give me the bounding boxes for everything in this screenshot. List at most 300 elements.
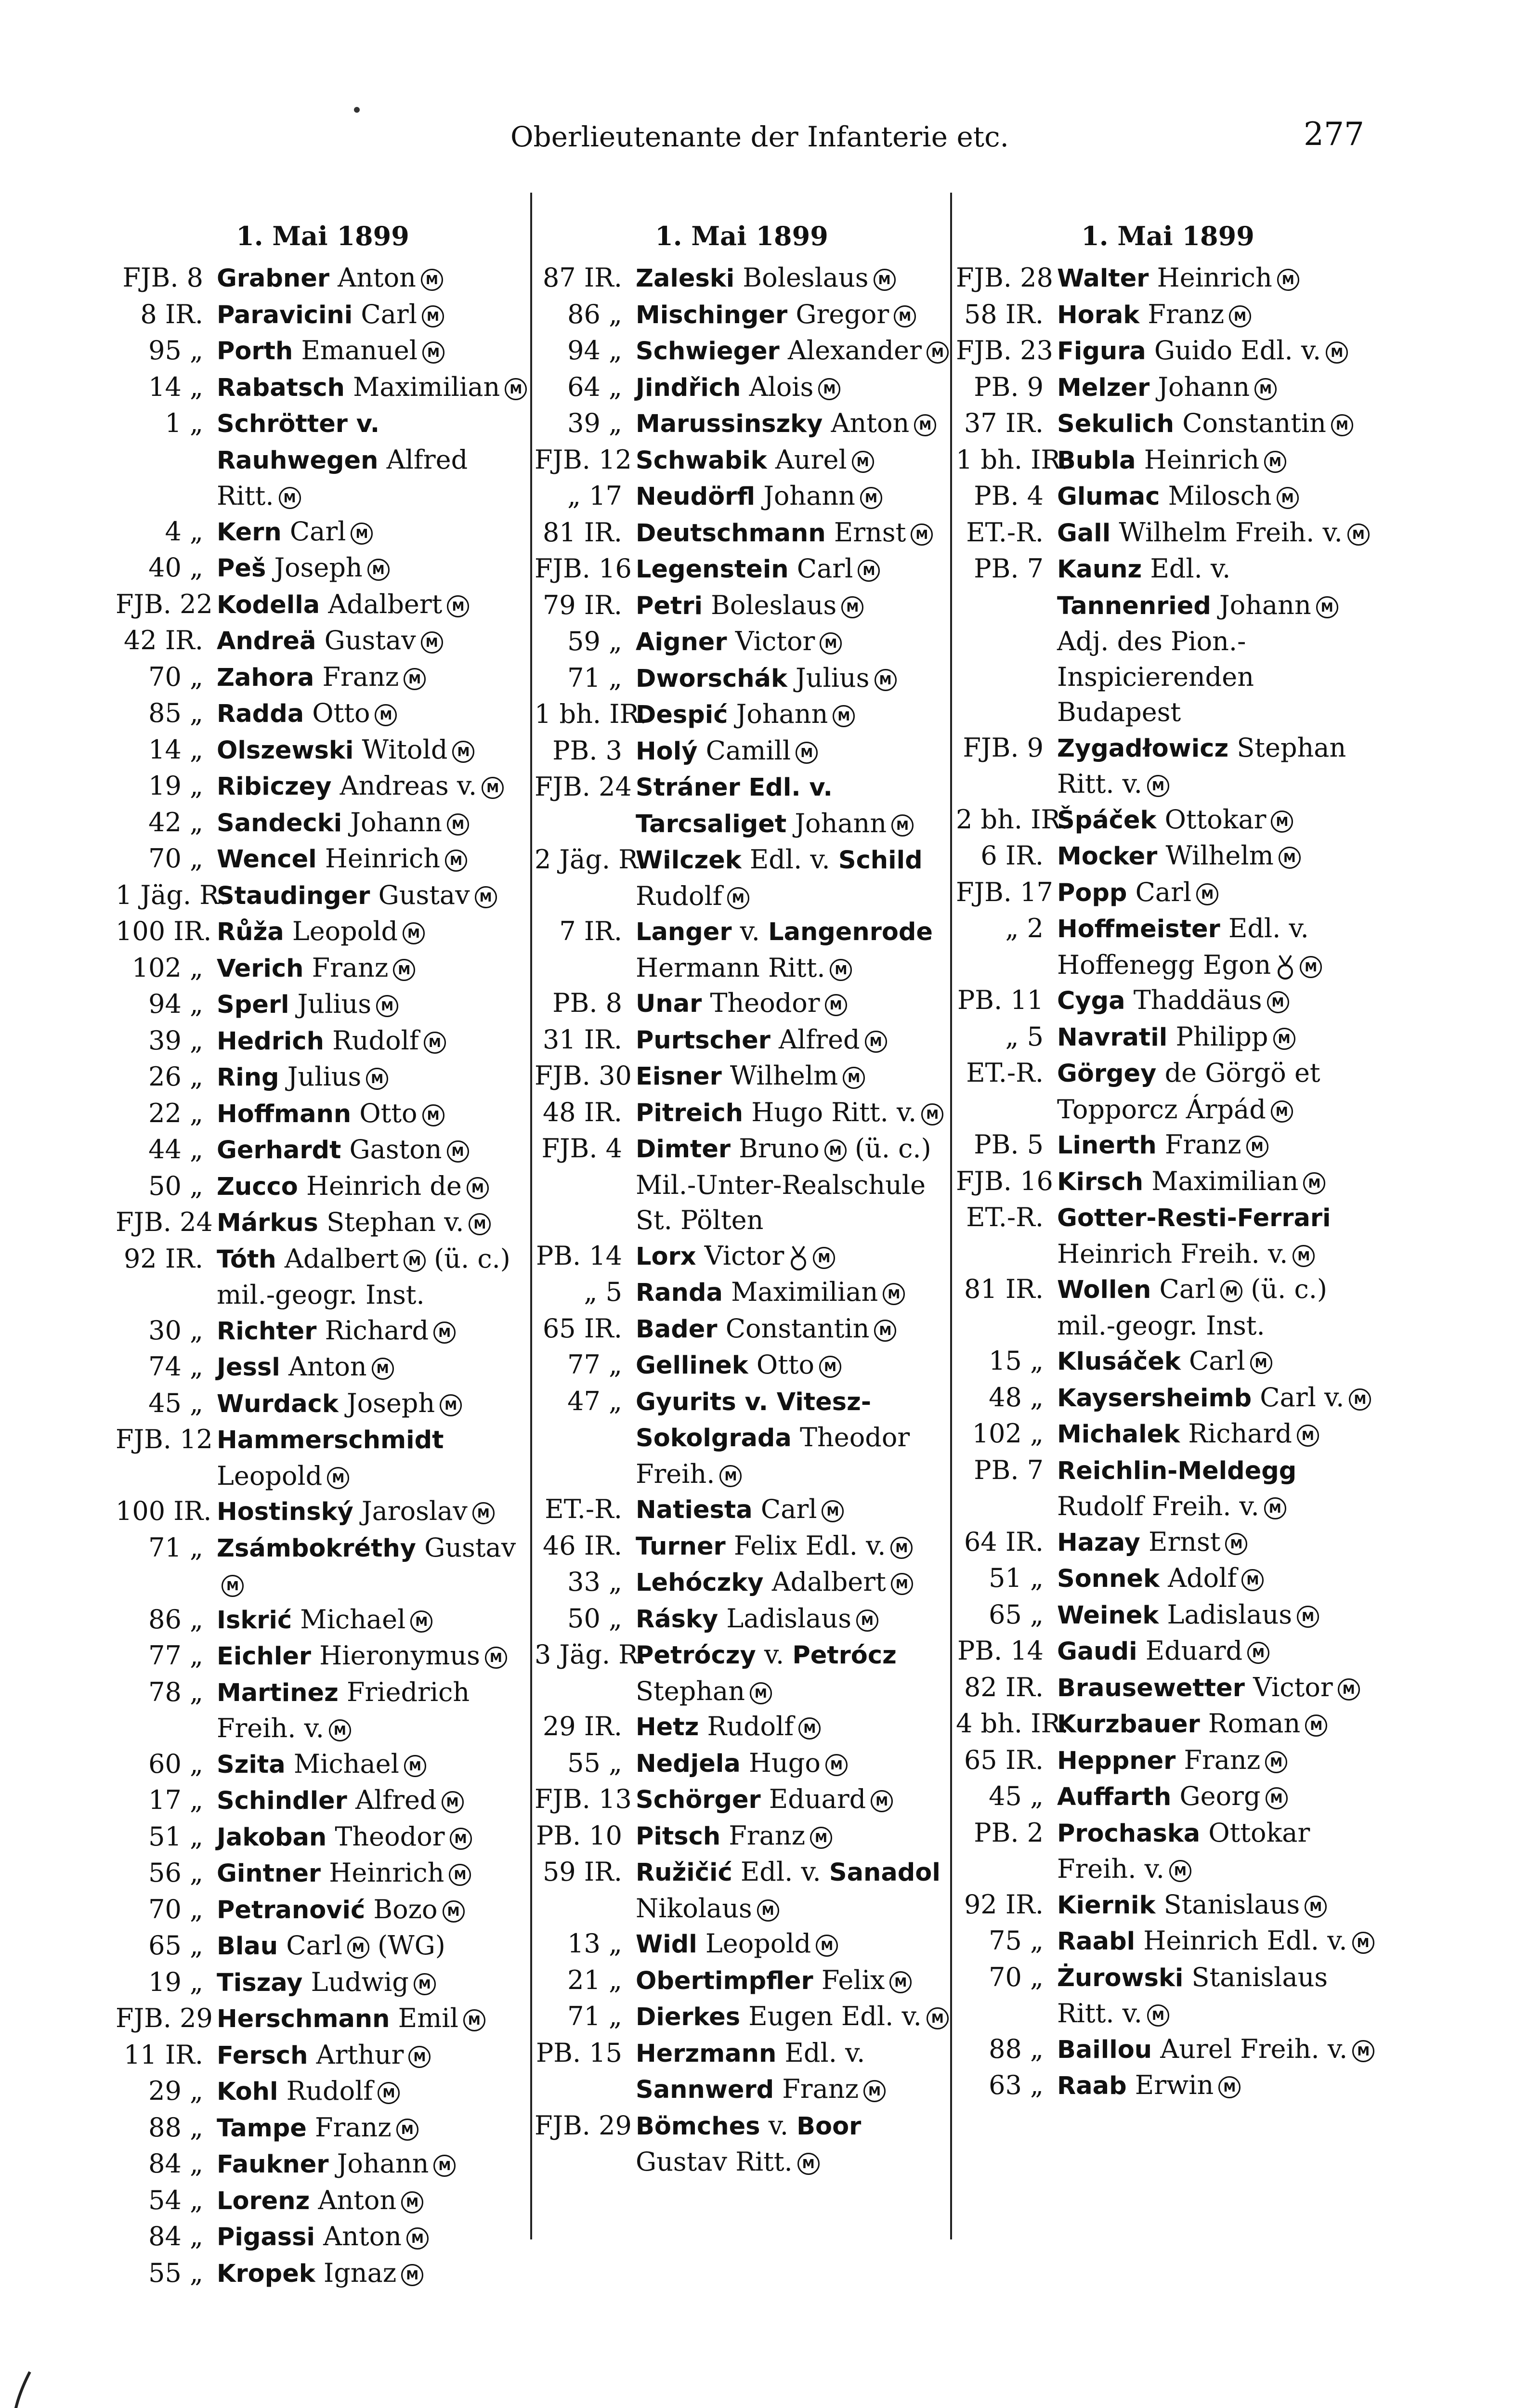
- officer-surname: Kohl: [217, 2078, 278, 2106]
- officer-surname: Kropek: [217, 2259, 315, 2288]
- officer-predicate: Tannenried: [1057, 591, 1211, 620]
- roster-entry: [116, 805, 530, 841]
- officer-surname: Kaysersheimb: [1057, 1384, 1252, 1413]
- entry-text: [1057, 1343, 1380, 1380]
- m-circle-icon: M: [874, 269, 896, 291]
- roster-entry: [535, 1926, 949, 1963]
- officer-surname: Prochaska: [1057, 1819, 1201, 1848]
- entry-text: [217, 1241, 530, 1313]
- m-circle-icon: M: [890, 1537, 913, 1559]
- unit-reference: 64 „: [567, 371, 622, 402]
- unit-reference: 13 „: [567, 1928, 622, 1959]
- roster-entry: [116, 260, 530, 297]
- m-circle-icon: M: [1277, 269, 1299, 291]
- entry-text: [1057, 1633, 1380, 1670]
- unit-reference: PB. 10: [535, 1820, 622, 1851]
- roster-entry: [116, 1059, 530, 1096]
- m-circle-icon: M: [440, 1394, 462, 1416]
- m-circle-icon: M: [372, 1358, 394, 1380]
- entry-text: [636, 442, 949, 479]
- officer-given-name: Leopold: [292, 916, 398, 946]
- officer-surname: Tóth: [217, 1245, 276, 1274]
- unit-reference: 40 „: [148, 552, 203, 583]
- unit-reference: 8 IR.: [140, 299, 203, 329]
- entry-text: [217, 1168, 530, 1205]
- m-circle-icon: M: [347, 1937, 369, 1959]
- entry-text: [1057, 1779, 1380, 1815]
- officer-surname: Wilczek: [636, 846, 742, 875]
- roster-entry: [116, 914, 530, 950]
- officer-given-name: Heinrich: [1157, 262, 1272, 293]
- officer-surname: Legenstein: [636, 555, 789, 584]
- officer-surname: Radda: [217, 700, 304, 728]
- officer-surname: Gall: [1057, 519, 1111, 548]
- officer-surname: Gyurits v. Vitesz-Sokolgrada: [636, 1387, 871, 1453]
- officer-given-name: Andreas v.: [340, 771, 477, 801]
- officer-surname: Grabner: [217, 264, 329, 293]
- officer-given-name: Boleslaus: [711, 589, 837, 620]
- officer-given-name: Adalbert: [328, 589, 443, 619]
- officer-given-name: Wilhelm: [730, 1060, 838, 1091]
- entry-text: [217, 1782, 530, 1819]
- roster-entry: [535, 624, 949, 660]
- unit-reference: 56 „: [148, 1858, 203, 1888]
- entry-text: [217, 1819, 530, 1856]
- officer-surname: Herzmann: [636, 2039, 777, 2068]
- entry-text: [1057, 1960, 1380, 2031]
- unit-reference: 100 IR.: [116, 916, 212, 946]
- officer-given-name: Theodor: [335, 1821, 445, 1852]
- officer-surname: Gerhardt: [217, 1136, 341, 1165]
- unit-reference: „ 5: [584, 1277, 622, 1307]
- unit-reference: 79 IR.: [542, 589, 622, 620]
- officer-given-name: Felix: [821, 1964, 885, 1995]
- m-circle-icon: M: [433, 2155, 456, 2177]
- unit-reference: 78 „: [148, 1676, 203, 1707]
- m-circle-icon: M: [810, 1827, 832, 1849]
- m-circle-icon: M: [874, 1320, 896, 1342]
- officer-given-name: Anton: [323, 2221, 402, 2251]
- roster-entry: [956, 1200, 1380, 1271]
- officer-surname: Melzer: [1057, 373, 1150, 402]
- officer-surname: Despić: [636, 701, 728, 729]
- entry-text: [217, 1530, 530, 1602]
- entry-text: [1057, 982, 1380, 1019]
- entry-text: [217, 695, 530, 732]
- officer-surname: Sonnek: [1057, 1565, 1160, 1593]
- officer-surname: Popp: [1057, 878, 1127, 907]
- entry-text: [217, 1892, 530, 1928]
- m-circle-icon: M: [1297, 1425, 1319, 1447]
- roster-entry: [535, 660, 949, 697]
- page-number: 277: [1304, 116, 1364, 153]
- roster-entry: [956, 1019, 1380, 1056]
- roster-entry: [116, 841, 530, 877]
- officer-given-name: Leopold: [705, 1928, 811, 1959]
- roster-entry: [116, 2037, 530, 2074]
- unit-reference: 84 „: [148, 2221, 203, 2251]
- entry-list: [956, 260, 1380, 2104]
- officer-surname: Dworschák: [636, 664, 787, 693]
- officer-surname: Schörger: [636, 1786, 761, 1814]
- unit-reference: 1 Jäg. R.: [116, 879, 228, 910]
- officer-given-name: Adolf: [1168, 1563, 1237, 1593]
- entry-text: [1057, 802, 1380, 838]
- roster-column-1: [116, 212, 530, 2291]
- roster-entry: [956, 1127, 1380, 1164]
- officer-given-name: Camill: [705, 735, 791, 766]
- officer-surname: Navratil: [1057, 1023, 1168, 1052]
- unit-reference: 58 IR.: [964, 299, 1044, 329]
- unit-reference: 11 IR.: [123, 2039, 203, 2070]
- officer-surname: Sekulich: [1057, 410, 1175, 438]
- roster-entry: [116, 1964, 530, 2001]
- entry-text: [636, 769, 949, 842]
- officer-surname: Hazay: [1057, 1528, 1140, 1557]
- unit-reference: FJB. 12: [116, 1424, 213, 1454]
- m-circle-icon: M: [404, 1250, 426, 1272]
- roster-entry: [116, 550, 530, 587]
- officer-given-name: Gaston: [349, 1134, 442, 1165]
- m-circle-icon: M: [421, 631, 443, 654]
- officer-surname: Purtscher: [636, 1026, 771, 1055]
- roster-entry: [116, 768, 530, 805]
- officer-surname: Sandecki: [217, 809, 342, 838]
- officer-surname: Widl: [636, 1930, 697, 1959]
- officer-given-name: Stephan v.: [326, 1207, 464, 1237]
- roster-entry: [116, 1638, 530, 1675]
- roster-entry: [956, 1271, 1380, 1343]
- unit-reference: 50 „: [148, 1170, 203, 1201]
- entry-text: [1057, 406, 1380, 442]
- roster-entry: [956, 1923, 1380, 1960]
- m-circle-icon: M: [396, 2119, 418, 2141]
- officer-given-name: Johann: [337, 2148, 429, 2179]
- roster-column-2: [535, 212, 949, 2180]
- entry-text: [636, 1781, 949, 1818]
- entry-text: [217, 1313, 530, 1349]
- officer-surname: Glumac: [1057, 483, 1160, 511]
- m-circle-icon: M: [376, 995, 398, 1017]
- officer-given-name: Michael: [300, 1604, 406, 1635]
- entry-text: [636, 551, 949, 588]
- entry-text: [636, 1926, 949, 1963]
- roster-entry: [116, 1602, 530, 1638]
- roster-entry: [535, 769, 949, 842]
- officer-given-name: de Görgö et Topporcz Árpád: [1057, 1058, 1320, 1125]
- officer-given-name: Otto: [359, 1098, 418, 1128]
- officer-predicate: Petrócz: [792, 1641, 897, 1670]
- officer-surname: Horak: [1057, 301, 1140, 329]
- m-circle-icon: M: [401, 2191, 423, 2213]
- officer-given-name: Heinrich Freih. v.: [1057, 1238, 1288, 1269]
- roster-entry: [116, 2183, 530, 2219]
- unit-reference: 39 „: [567, 408, 622, 438]
- officer-surname: Wollen: [1057, 1276, 1151, 1304]
- entry-text: [1057, 1524, 1380, 1561]
- unit-reference: PB. 2: [974, 1817, 1044, 1848]
- officer-given-name: Constantin: [1182, 408, 1326, 438]
- m-circle-icon: M: [856, 1610, 878, 1632]
- officer-surname: Bubla: [1057, 446, 1136, 475]
- entry-list: [535, 260, 949, 2180]
- officer-surname: Bader: [636, 1315, 718, 1344]
- roster-entry: [956, 369, 1380, 406]
- entry-text: [217, 550, 530, 587]
- entry-text: [217, 2073, 530, 2110]
- roster-entry: [116, 1892, 530, 1928]
- officer-given-name: Carl: [1159, 1274, 1216, 1304]
- entry-text: [636, 2108, 949, 2180]
- unit-reference: 102 „: [131, 952, 203, 983]
- unit-reference: FJB. 29: [535, 2110, 632, 2141]
- unit-reference: FJB. 8: [122, 262, 203, 293]
- entry-text: [1057, 1200, 1380, 1271]
- officer-given-name: Franz: [782, 2074, 859, 2104]
- unit-reference: 84 „: [148, 2148, 203, 2179]
- roster-entry: [535, 1095, 949, 1131]
- unit-reference: 2 Jäg. R.: [535, 844, 647, 875]
- unit-reference: 4 „: [165, 516, 203, 547]
- officer-surname: Gotter-Resti-Ferrari: [1057, 1204, 1331, 1232]
- roster-entry: [116, 1746, 530, 1783]
- officer-given-name: Victor: [735, 626, 815, 656]
- officer-given-name: v.: [740, 916, 760, 946]
- roster-entry: [535, 914, 949, 985]
- m-circle-icon: M: [447, 595, 469, 617]
- officer-given-name: Franz: [1184, 1744, 1261, 1775]
- officer-given-name: Guido Edl. v.: [1154, 335, 1321, 366]
- officer-given-name: Ottokar Freih. v.: [1057, 1817, 1310, 1884]
- unit-reference: 71 „: [567, 662, 622, 693]
- officer-given-name: Franz: [315, 2112, 392, 2143]
- m-circle-icon: M: [1352, 2040, 1374, 2062]
- entry-text: [1057, 875, 1380, 911]
- unit-reference: 81 IR.: [542, 517, 622, 548]
- officer-surname: Petróczy: [636, 1641, 756, 1670]
- roster-entry: [116, 1530, 530, 1602]
- officer-given-name: Johann: [763, 481, 855, 511]
- officer-surname: Staudinger: [217, 881, 370, 910]
- roster-entry: [535, 260, 949, 297]
- officer-given-name: Hieronymus: [319, 1640, 480, 1671]
- m-circle-icon: M: [841, 596, 863, 618]
- officer-given-name: Anton: [318, 2185, 397, 2215]
- unit-reference: 71 „: [567, 2001, 622, 2031]
- roster-entry: [956, 260, 1380, 297]
- officer-given-name: Johann: [1219, 589, 1311, 620]
- officer-given-name: Ladislaus: [726, 1603, 851, 1634]
- entry-text: [1057, 297, 1380, 333]
- officer-given-name: Julius: [297, 989, 372, 1019]
- entry-text: [217, 260, 530, 297]
- entry-text: [1057, 1019, 1380, 1056]
- officer-surname: Eisner: [636, 1062, 722, 1091]
- roster-entry: [956, 1670, 1380, 1706]
- entry-text: [217, 1422, 530, 1493]
- entry-text: [217, 986, 530, 1023]
- entry-text: [217, 2219, 530, 2255]
- entry-text: [636, 1058, 949, 1095]
- unit-reference: FJB. 12: [535, 444, 632, 475]
- m-circle-icon: M: [1254, 378, 1277, 400]
- column-heading: 1. Mai 1899: [655, 221, 828, 251]
- officer-given-name: Witold: [362, 734, 448, 765]
- officer-surname: Michalek: [1057, 1420, 1180, 1449]
- m-circle-icon: M: [450, 1828, 472, 1850]
- m-circle-icon: M: [408, 2046, 431, 2068]
- officer-given-name: Carl: [286, 1930, 342, 1961]
- m-circle-icon: M: [921, 1103, 943, 1125]
- officer-given-name: Johann: [350, 807, 443, 838]
- m-circle-icon: M: [445, 850, 467, 872]
- roster-entry: [116, 623, 530, 659]
- entry-text: [217, 1386, 530, 1422]
- entry-text: [217, 2037, 530, 2074]
- officer-given-name: Alfred Ritt.: [217, 444, 468, 511]
- officer-given-name: v.: [768, 2110, 788, 2141]
- unit-reference: 7 IR.: [559, 916, 622, 946]
- officer-surname: Kiernik: [1057, 1891, 1156, 1920]
- unit-reference: 59 „: [567, 626, 622, 656]
- officer-surname: Špáček: [1057, 806, 1157, 835]
- roster-entry: [956, 478, 1380, 515]
- roster-entry: [956, 1164, 1380, 1200]
- entry-text: [217, 1204, 530, 1241]
- officer-surname: Schwieger: [636, 337, 780, 366]
- roster-entry: [116, 2219, 530, 2255]
- officer-given-name: Joseph: [274, 552, 363, 583]
- officer-surname: Jakoban: [217, 1823, 327, 1852]
- officer-surname: Lorenz: [217, 2186, 310, 2215]
- officer-given-name: Stanislaus Ritt. v.: [1057, 1962, 1328, 2028]
- entry-text: [636, 1818, 949, 1855]
- officer-surname: Nedjela: [636, 1749, 741, 1778]
- officer-given-name: Carl: [361, 299, 417, 329]
- officer-given-name: Arthur: [316, 2039, 404, 2070]
- officer-surname: Paravicini: [217, 301, 353, 329]
- officer-given-name: Philipp: [1175, 1021, 1268, 1052]
- roster-entry: [535, 551, 949, 588]
- unit-reference: 81 IR.: [964, 1274, 1044, 1304]
- entry-annotation: Adj. des Pion.-Inspicierenden Budapest: [1057, 626, 1254, 727]
- entry-text: [217, 2183, 530, 2219]
- officer-surname: Fersch: [217, 2041, 308, 2070]
- officer-surname: Petranović: [217, 1896, 366, 1924]
- unit-reference: 82 IR.: [964, 1672, 1044, 1702]
- unit-reference: 94 „: [567, 335, 622, 366]
- officer-given-name: Maximilian: [731, 1277, 878, 1307]
- officer-given-name: Carl: [1189, 1346, 1245, 1376]
- m-circle-icon: M: [366, 1068, 388, 1090]
- entry-text: [217, 950, 530, 987]
- officer-given-name: Hermann Ritt.: [636, 952, 825, 983]
- roster-entry: [956, 730, 1380, 802]
- unit-reference: 26 „: [148, 1061, 203, 1092]
- officer-given-name: Roman: [1208, 1708, 1301, 1739]
- roster-entry: [116, 1422, 530, 1493]
- m-circle-icon: M: [1147, 775, 1169, 797]
- roster-entry: [956, 442, 1380, 479]
- officer-given-name: Eduard: [1145, 1636, 1243, 1666]
- unit-reference: 71 „: [148, 1532, 203, 1563]
- officer-given-name: Edl. v.: [784, 2037, 865, 2068]
- m-circle-icon: M: [421, 269, 443, 291]
- officer-surname: Iskrić: [217, 1606, 292, 1635]
- officer-surname: Ring: [217, 1063, 279, 1092]
- officer-given-name: Emanuel: [301, 335, 418, 366]
- roster-entry: [956, 838, 1380, 875]
- officer-surname: Peš: [217, 554, 266, 583]
- entry-text: [1057, 442, 1380, 479]
- unit-reference: 48 IR.: [542, 1097, 622, 1127]
- officer-given-name: Heinrich Edl. v.: [1143, 1925, 1347, 1956]
- officer-given-name: Maximilian: [353, 371, 500, 402]
- officer-surname: Natiesta: [636, 1496, 753, 1524]
- m-circle-icon: M: [482, 777, 504, 799]
- entry-text: [636, 1854, 949, 1926]
- unit-reference: 44 „: [148, 1134, 203, 1165]
- officer-surname: Wurdack: [217, 1389, 339, 1418]
- m-circle-icon: M: [1225, 1533, 1247, 1555]
- roster-entry: [956, 1887, 1380, 1924]
- unit-reference: 86 „: [148, 1604, 203, 1635]
- officer-surname: Unar: [636, 990, 702, 1018]
- unit-reference: 50 „: [567, 1603, 622, 1634]
- unit-reference: PB. 7: [974, 553, 1044, 584]
- unit-reference: 86 „: [567, 299, 622, 329]
- roster-entry: [535, 588, 949, 624]
- roster-entry: [116, 1168, 530, 1205]
- entry-text: [636, 1528, 949, 1565]
- m-circle-icon: M: [463, 2009, 485, 2031]
- officer-surname: Neudörfl: [636, 483, 756, 511]
- officer-surname: Jessl: [217, 1353, 280, 1382]
- officer-surname: Holý: [636, 737, 698, 766]
- roster-entry: [956, 875, 1380, 911]
- unit-reference: PB. 4: [974, 481, 1044, 511]
- m-circle-icon: M: [798, 1717, 821, 1740]
- officer-given-name: Anton: [338, 262, 416, 293]
- unit-reference: 100 IR.: [116, 1496, 212, 1526]
- entry-annotation: (ü. c.) Mil.-Unter-Realschule St. Pölten: [636, 1133, 931, 1235]
- officer-given-name: Jaroslav: [361, 1496, 468, 1526]
- roster-entry: [956, 1633, 1380, 1670]
- roster-entry: [535, 1528, 949, 1565]
- officer-given-name: Victor: [1253, 1672, 1333, 1702]
- officer-surname: Dierkes: [636, 2003, 741, 2031]
- o-symbol-icon: [1276, 953, 1295, 982]
- officer-surname: Linerth: [1057, 1131, 1157, 1160]
- unit-reference: 4 bh. IR.: [956, 1708, 1069, 1739]
- officer-given-name: Stanislaus: [1163, 1889, 1300, 1920]
- m-circle-icon: M: [818, 378, 840, 400]
- roster-entry: [535, 733, 949, 770]
- roster-entry: [116, 1204, 530, 1241]
- entry-text: [636, 696, 949, 733]
- m-circle-icon: M: [1293, 1245, 1315, 1267]
- officer-surname: Heppner: [1057, 1746, 1176, 1775]
- roster-entry: [116, 1493, 530, 1530]
- entry-text: [217, 406, 530, 514]
- officer-given-name: Anton: [288, 1351, 367, 1382]
- unit-reference: 92 IR.: [123, 1243, 203, 1274]
- officer-given-name: Thaddäus: [1133, 985, 1262, 1015]
- officer-surname: Raab: [1057, 2072, 1127, 2100]
- officer-surname: Rabatsch: [217, 373, 345, 402]
- unit-reference: PB. 3: [552, 735, 622, 766]
- unit-reference: 14 „: [148, 371, 203, 402]
